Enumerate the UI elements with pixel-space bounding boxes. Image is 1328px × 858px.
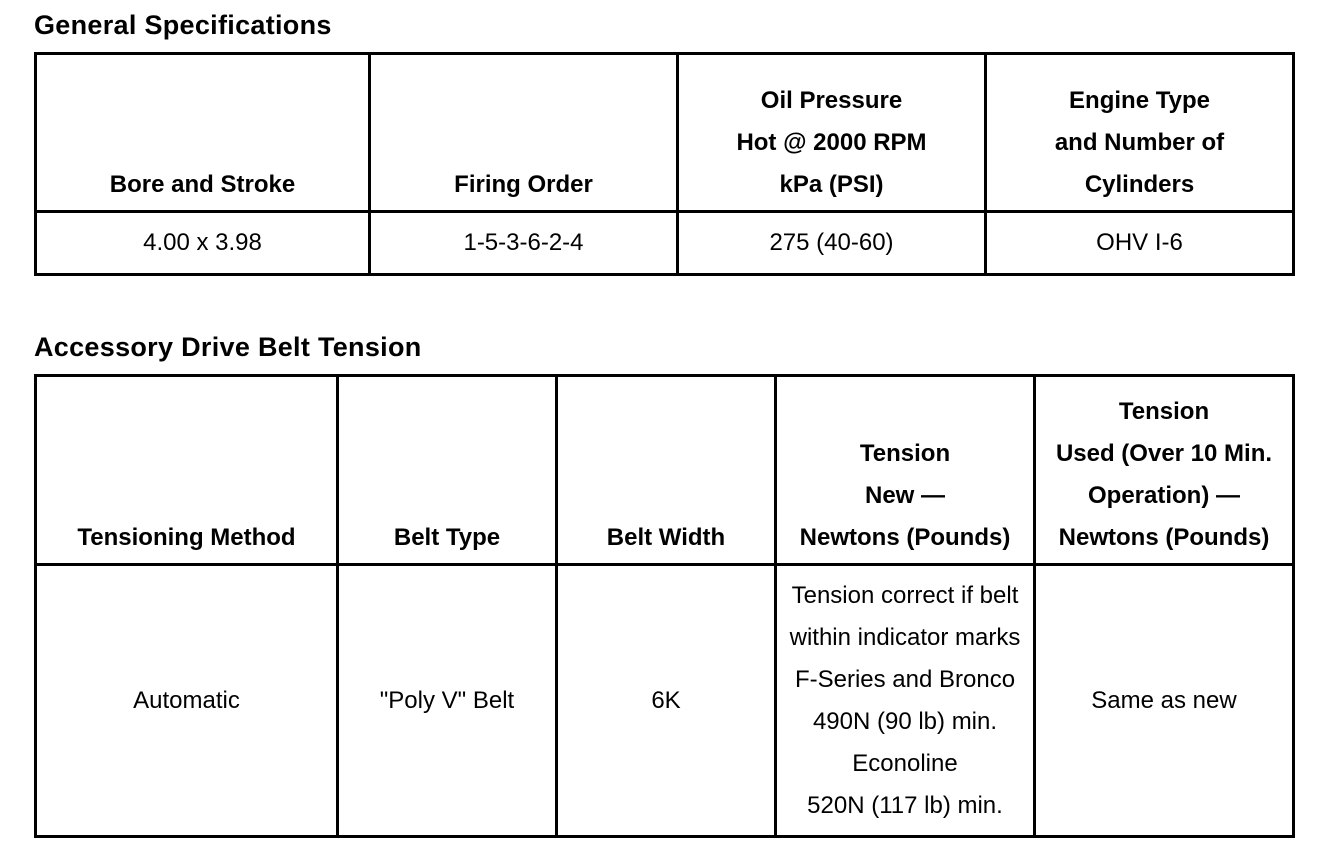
header-oil-pressure: Oil Pressure Hot @ 2000 RPM kPa (PSI) bbox=[678, 54, 986, 212]
cell-tension-new: Tension correct if belt within indicator marks F-Series and Bronco 490N (90 lb) min. Econoline 520N (117 lb) min. bbox=[776, 565, 1035, 837]
table-row bbox=[36, 565, 1294, 837]
cell-oil-pressure: 275 (40-60) bbox=[678, 212, 986, 275]
header-firing-order: Firing Order bbox=[370, 54, 678, 212]
cell-firing-order: 1-5-3-6-2-4 bbox=[370, 212, 678, 275]
table-header-row bbox=[36, 54, 1294, 212]
cell-belt-type: "Poly V" Belt bbox=[338, 565, 557, 837]
header-belt-type: Belt Type bbox=[338, 376, 557, 565]
header-bore-and-stroke: Bore and Stroke bbox=[36, 54, 370, 212]
header-engine-type: Engine Type and Number of Cylinders bbox=[986, 54, 1294, 212]
general-specifications-table bbox=[34, 52, 1295, 276]
header-tensioning-method: Tensioning Method bbox=[36, 376, 338, 565]
general-specifications-title: General Specifications bbox=[34, 10, 332, 40]
belt-tension-title: Accessory Drive Belt Tension bbox=[34, 332, 422, 362]
cell-tension-used: Same as new bbox=[1035, 565, 1294, 837]
cell-bore-and-stroke: 4.00 x 3.98 bbox=[36, 212, 370, 275]
cell-belt-width: 6K bbox=[557, 565, 776, 837]
cell-engine-type: OHV I-6 bbox=[986, 212, 1294, 275]
cell-tensioning-method: Automatic bbox=[36, 565, 338, 837]
table-row bbox=[36, 212, 1294, 275]
header-belt-width: Belt Width bbox=[557, 376, 776, 565]
header-tension-used: Tension Used (Over 10 Min. Operation) — Newtons (Pounds) bbox=[1035, 376, 1294, 565]
belt-tension-table bbox=[34, 374, 1295, 838]
table-header-row bbox=[36, 376, 1294, 565]
header-tension-new: Tension New — Newtons (Pounds) bbox=[776, 376, 1035, 565]
